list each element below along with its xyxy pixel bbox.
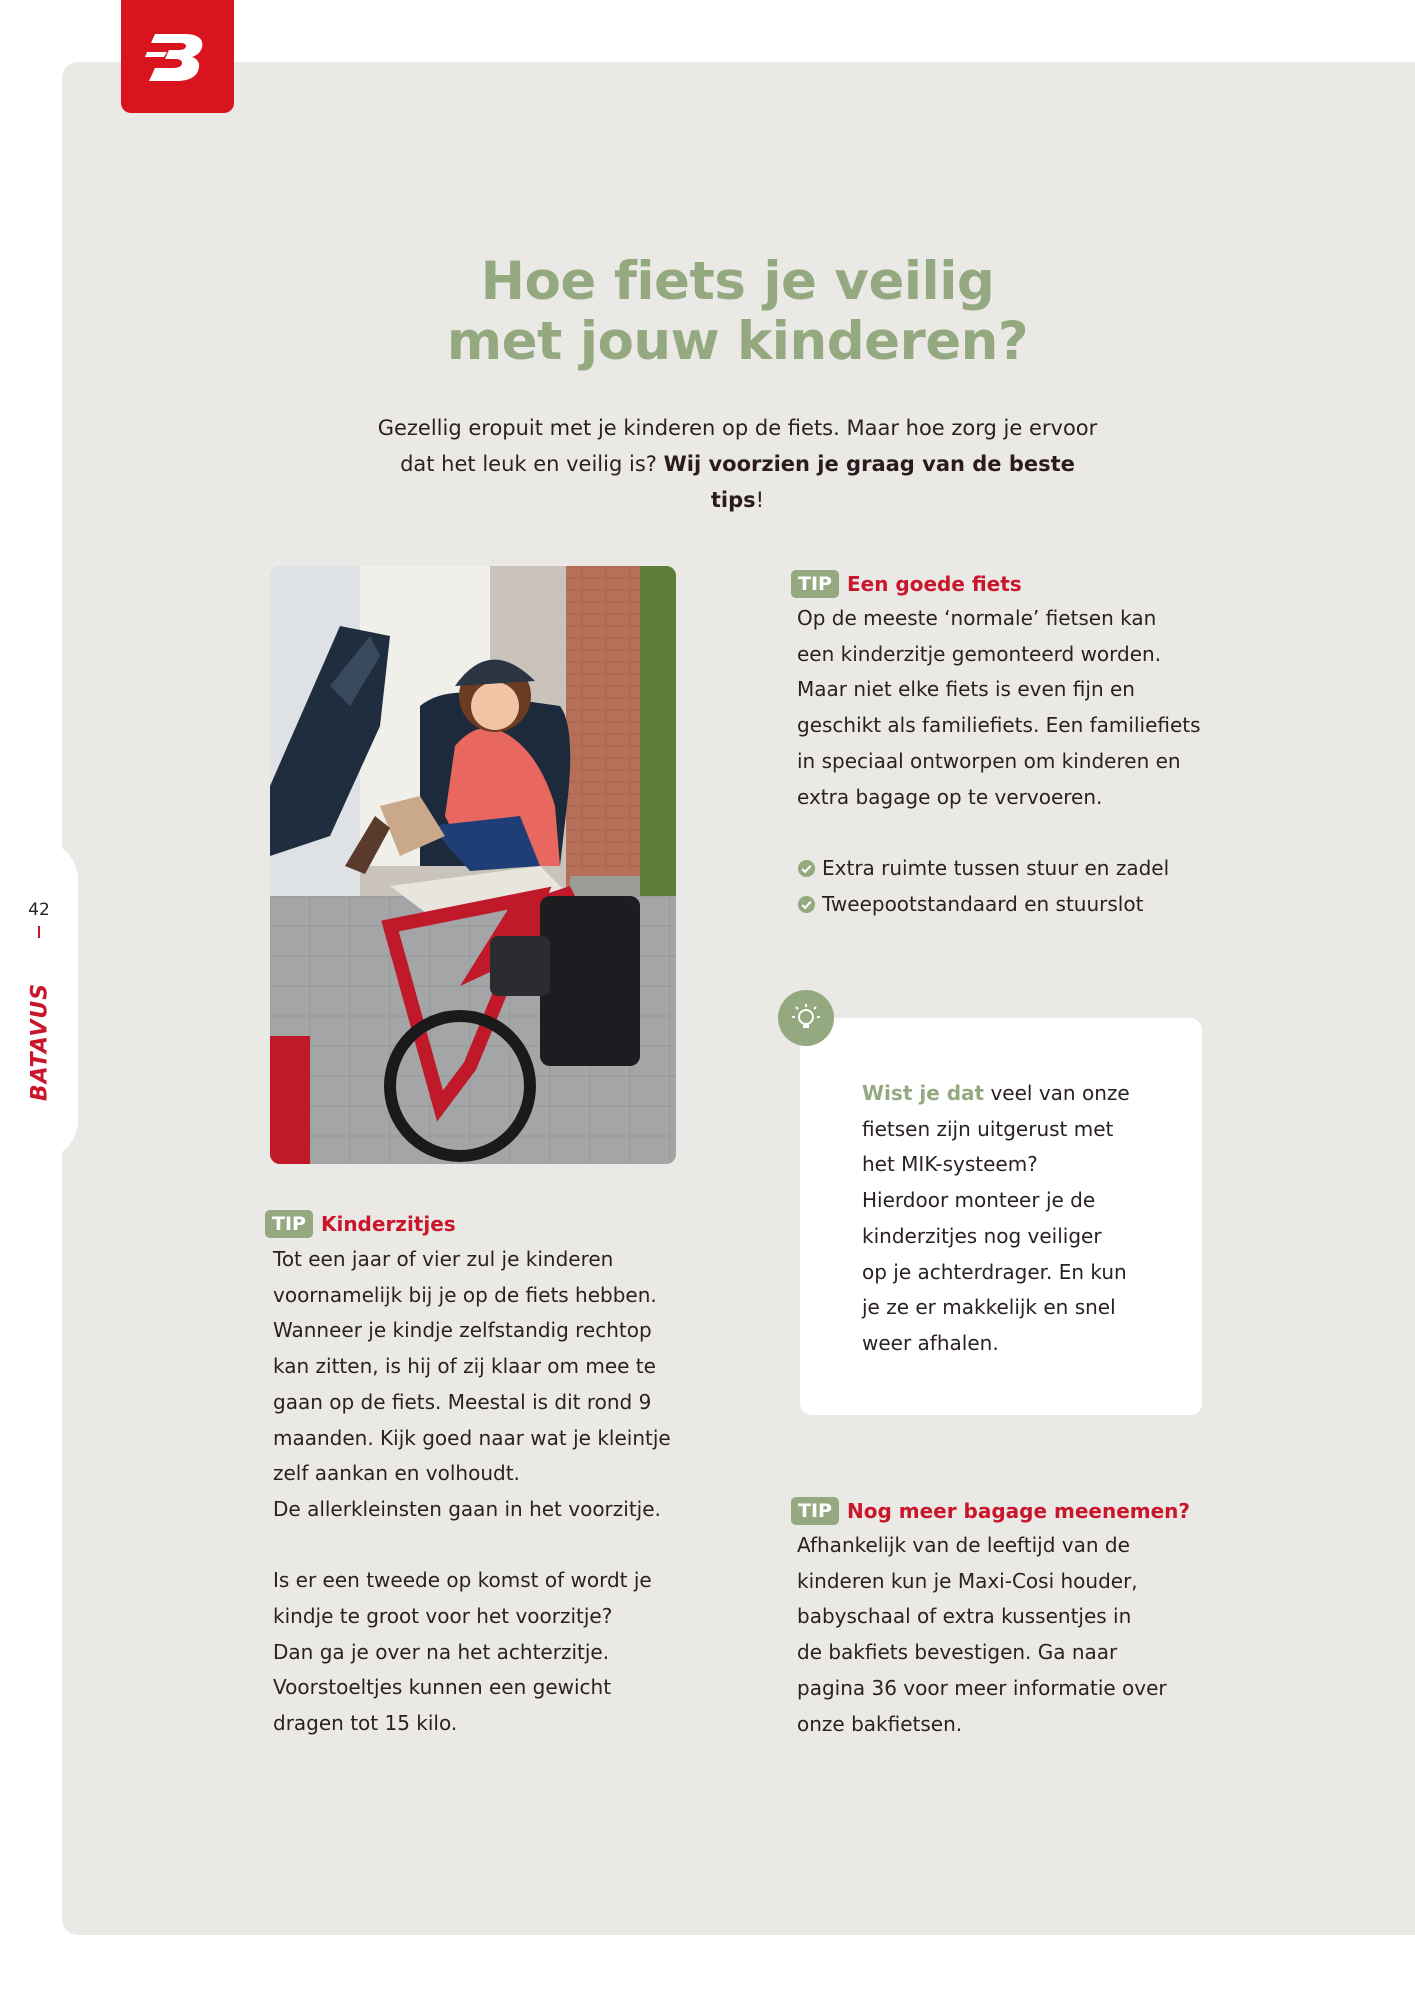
text-line: kindje te groot voor het voorzitje? — [273, 1604, 613, 1629]
feature-checklist — [797, 850, 1169, 922]
tip-een-goede-fiets-heading — [791, 570, 1022, 598]
text-line: kinderzitjes nog veiliger — [862, 1223, 1102, 1248]
text-line: geschikt als familiefiets. Een familiefiets — [797, 713, 1201, 738]
text-line: Afhankelijk van de leeftijd van de — [797, 1533, 1130, 1557]
did-you-know-card — [800, 1018, 1202, 1415]
tip-een-goede-fiets-body — [797, 601, 1217, 815]
text-line: Wanneer je kindje zelfstandig rechtop — [273, 1318, 652, 1343]
child-bike-seat-photo — [270, 566, 676, 1164]
intro-line-2: dat het leuk en veilig is? — [400, 452, 657, 476]
page-number-divider — [38, 926, 40, 938]
text-line: fietsen zijn uitgerust met — [862, 1116, 1114, 1141]
brand-wordmark: BATAVUS — [27, 982, 53, 1102]
checklist-item — [797, 886, 1169, 922]
check-circle-icon — [797, 859, 816, 878]
text-line: De allerkleinsten gaan in het voorzitje. — [273, 1496, 661, 1521]
text-line: weer afhalen. — [862, 1330, 999, 1355]
tip-badge: TIP — [265, 1210, 313, 1238]
checklist-label: Tweepootstandaard en stuurslot — [822, 892, 1144, 916]
tip-badge: TIP — [791, 1497, 839, 1525]
tip-title: Een goede fiets — [846, 572, 1022, 596]
text-line: Dan ga je over na het achterzitje. — [273, 1639, 610, 1664]
paragraph-spacer — [273, 1528, 703, 1564]
text-line: in speciaal ontworpen om kinderen en — [797, 748, 1181, 773]
tip-kinderzitjes-heading — [265, 1210, 456, 1238]
page-title-line-2: met jouw kinderen? — [446, 311, 1029, 372]
did-you-know-lead: Wist je dat — [862, 1081, 985, 1105]
page-title — [380, 252, 1095, 372]
text-line: Is er een tweede op komst of wordt je — [273, 1568, 652, 1593]
text-line: Tot een jaar of vier zul je kinderen — [273, 1247, 614, 1271]
page-title-line-1: Hoe fiets je veilig — [480, 251, 995, 312]
text-line: pagina 36 voor meer informatie over — [797, 1675, 1167, 1700]
text-line: maanden. Kijk goed naar wat je kleintje — [273, 1425, 671, 1450]
intro-text — [370, 410, 1105, 518]
tip-kinderzitjes-body — [273, 1242, 703, 1742]
page-number: 42 — [28, 900, 50, 920]
tip-badge: TIP — [791, 570, 839, 598]
batavus-logo[interactable] — [121, 0, 234, 113]
batavus-b-icon — [145, 28, 211, 86]
text-line: dragen tot 15 kilo. — [273, 1711, 458, 1736]
tip-title: Nog meer bagage meenemen? — [846, 1499, 1191, 1523]
tip-bagage-heading — [791, 1497, 1190, 1525]
text-line: kan zitten, is hij of zij klaar om mee te — [273, 1354, 656, 1379]
text-line: onze bakfietsen. — [797, 1711, 963, 1736]
text-line: zelf aankan en volhoudt. — [273, 1461, 520, 1486]
text-line: kinderen kun je Maxi-Cosi houder, — [797, 1568, 1138, 1593]
text-line: voornamelijk bij je op de fiets hebben. — [273, 1282, 657, 1307]
lightbulb-glyph-icon — [789, 1001, 823, 1035]
intro-line-1: Gezellig eropuit met je kinderen op de fiets. Maar hoe zorg je ervoor — [377, 416, 1098, 440]
text-line: het MIK-systeem? — [862, 1152, 1038, 1177]
intro-highlight: Wij voorzien je graag van de beste tips — [663, 452, 1075, 512]
check-circle-icon — [797, 895, 816, 914]
checklist-label: Extra ruimte tussen stuur en zadel — [822, 856, 1170, 880]
text-line: de bakfiets bevestigen. Ga naar — [797, 1640, 1118, 1665]
text-line: op je achterdrager. En kun — [862, 1259, 1127, 1284]
text-line: Hierdoor monteer je de — [862, 1188, 1096, 1213]
intro-line-end: ! — [755, 488, 765, 512]
text-line: babyschaal of extra kussentjes in — [797, 1604, 1132, 1629]
text-line: Voorstoeltjes kunnen een gewicht — [273, 1675, 612, 1700]
text-line: Maar niet elke fiets is even fijn en — [797, 677, 1135, 702]
checklist-item — [797, 850, 1169, 886]
lightbulb-icon — [778, 990, 834, 1046]
text-line: extra bagage op te vervoeren. — [797, 784, 1103, 809]
tip-bagage-body — [797, 1528, 1217, 1742]
text-line: veel van onze — [984, 1081, 1130, 1105]
tip-title: Kinderzitjes — [320, 1212, 456, 1236]
text-line: Op de meeste ‘normale’ fietsen kan — [797, 606, 1157, 630]
text-line: gaan op de fiets. Meestal is dit rond 9 — [273, 1389, 652, 1414]
text-line: je ze er makkelijk en snel — [862, 1295, 1116, 1320]
did-you-know-text — [862, 1076, 1162, 1362]
text-line: een kinderzitje gemonteerd worden. — [797, 641, 1162, 666]
